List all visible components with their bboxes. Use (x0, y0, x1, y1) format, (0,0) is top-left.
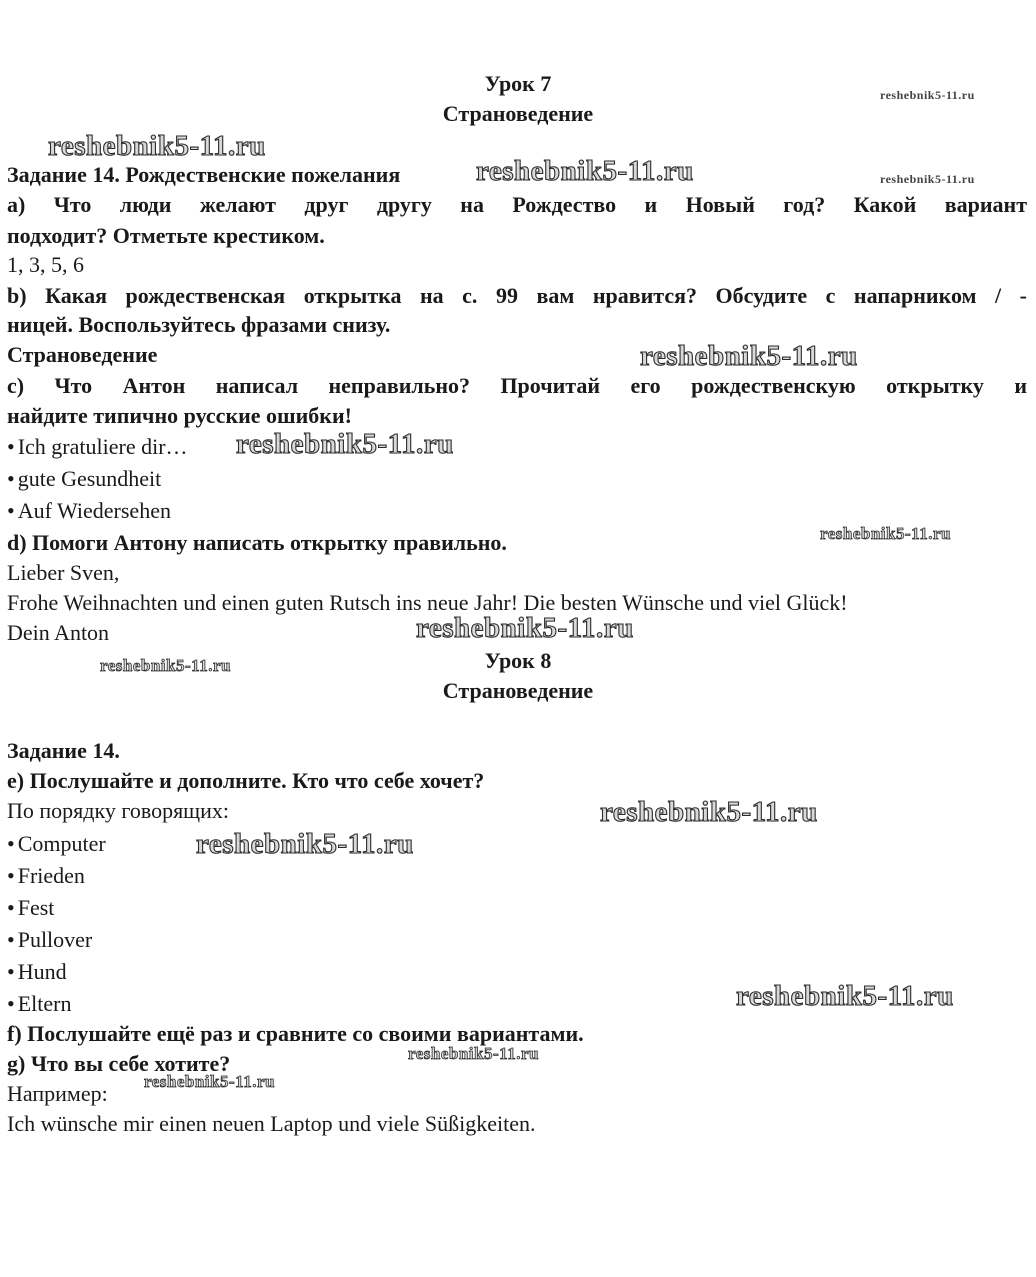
lesson7-title: Урок 7 (484, 71, 552, 96)
wish-item: • Eltern (7, 990, 71, 1018)
error-item: • Auf Wiedersehen (7, 497, 171, 525)
wish-item: • Computer (7, 830, 106, 858)
task-g-example-label: Например: (7, 1081, 108, 1106)
watermark: reshebnik5-11.ru (196, 828, 414, 860)
watermark: reshebnik5-11.ru (48, 130, 266, 162)
task-d-line: d) Помоги Антону написать открытку правильно. (7, 530, 507, 555)
wish-item: • Pullover (7, 926, 92, 954)
task-a-line2: подходит? Отметьте крестиком. (7, 223, 325, 248)
wish-item: • Frieden (7, 862, 85, 890)
watermark: reshebnik5-11.ru (880, 172, 975, 186)
task-g-example: Ich wünsche mir einen neuen Laptop und viele Süßigkeiten. (7, 1111, 536, 1136)
lesson8-task-heading: Задание 14. (7, 738, 120, 763)
watermark: reshebnik5-11.ru (736, 980, 954, 1012)
task-g-line: g) Что вы себе хотите? (7, 1051, 231, 1076)
watermark: reshebnik5-11.ru (416, 612, 634, 644)
watermark: reshebnik5-11.ru (144, 1072, 275, 1091)
task-a-line1: а) Что люди желают друг другу на Рождество и Новый год? Какой вариант (7, 192, 1027, 217)
task-a-answer: 1, 3, 5, 6 (7, 252, 84, 277)
wish-item: • Fest (7, 894, 54, 922)
card-signature: Dein Anton (7, 620, 110, 645)
card-greeting: Lieber Sven, (7, 560, 120, 585)
wish-item: • Hund (7, 958, 67, 986)
section-stranovedenie: Страноведение (7, 342, 158, 367)
lesson8-subtitle: Страноведение (442, 678, 594, 703)
lesson7-task-heading: Задание 14. Рождественские пожелания (7, 162, 401, 187)
watermark: reshebnik5-11.ru (100, 656, 231, 675)
watermark: reshebnik5-11.ru (820, 524, 951, 543)
watermark: reshebnik5-11.ru (476, 155, 694, 187)
watermark: reshebnik5-11.ru (880, 88, 975, 102)
task-b-line2: ницей. Воспользуйтесь фразами снизу. (7, 312, 391, 337)
lesson7-subtitle: Страноведение (442, 101, 594, 126)
task-e-intro: По порядку говорящих: (7, 798, 230, 823)
lesson8-title: Урок 8 (484, 648, 552, 673)
watermark: reshebnik5-11.ru (640, 340, 858, 372)
task-b-line1: b) Какая рождественская открытка на с. 99 вам нравится? Обсудите с напарником / - (7, 283, 1027, 308)
watermark: reshebnik5-11.ru (408, 1044, 539, 1063)
watermark: reshebnik5-11.ru (236, 428, 454, 460)
task-c-line1: с) Что Антон написал неправильно? Прочитай его рождественскую открытку и (7, 373, 1027, 398)
task-c-line2: найдите типично русские ошибки! (7, 403, 352, 428)
error-item: • gute Gesundheit (7, 465, 161, 493)
watermark: reshebnik5-11.ru (600, 796, 818, 828)
card-body: Frohe Weihnachten und einen guten Rutsch ins neue Jahr! Die besten Wünsche und viel Glück! (7, 590, 848, 615)
task-e-line: е) Послушайте и дополните. Кто что себе хочет? (7, 768, 485, 793)
task-f-line: f) Послушайте ещё раз и сравните со своими вариантами. (7, 1021, 584, 1046)
error-item: • Ich gratuliere dir… (7, 433, 188, 461)
